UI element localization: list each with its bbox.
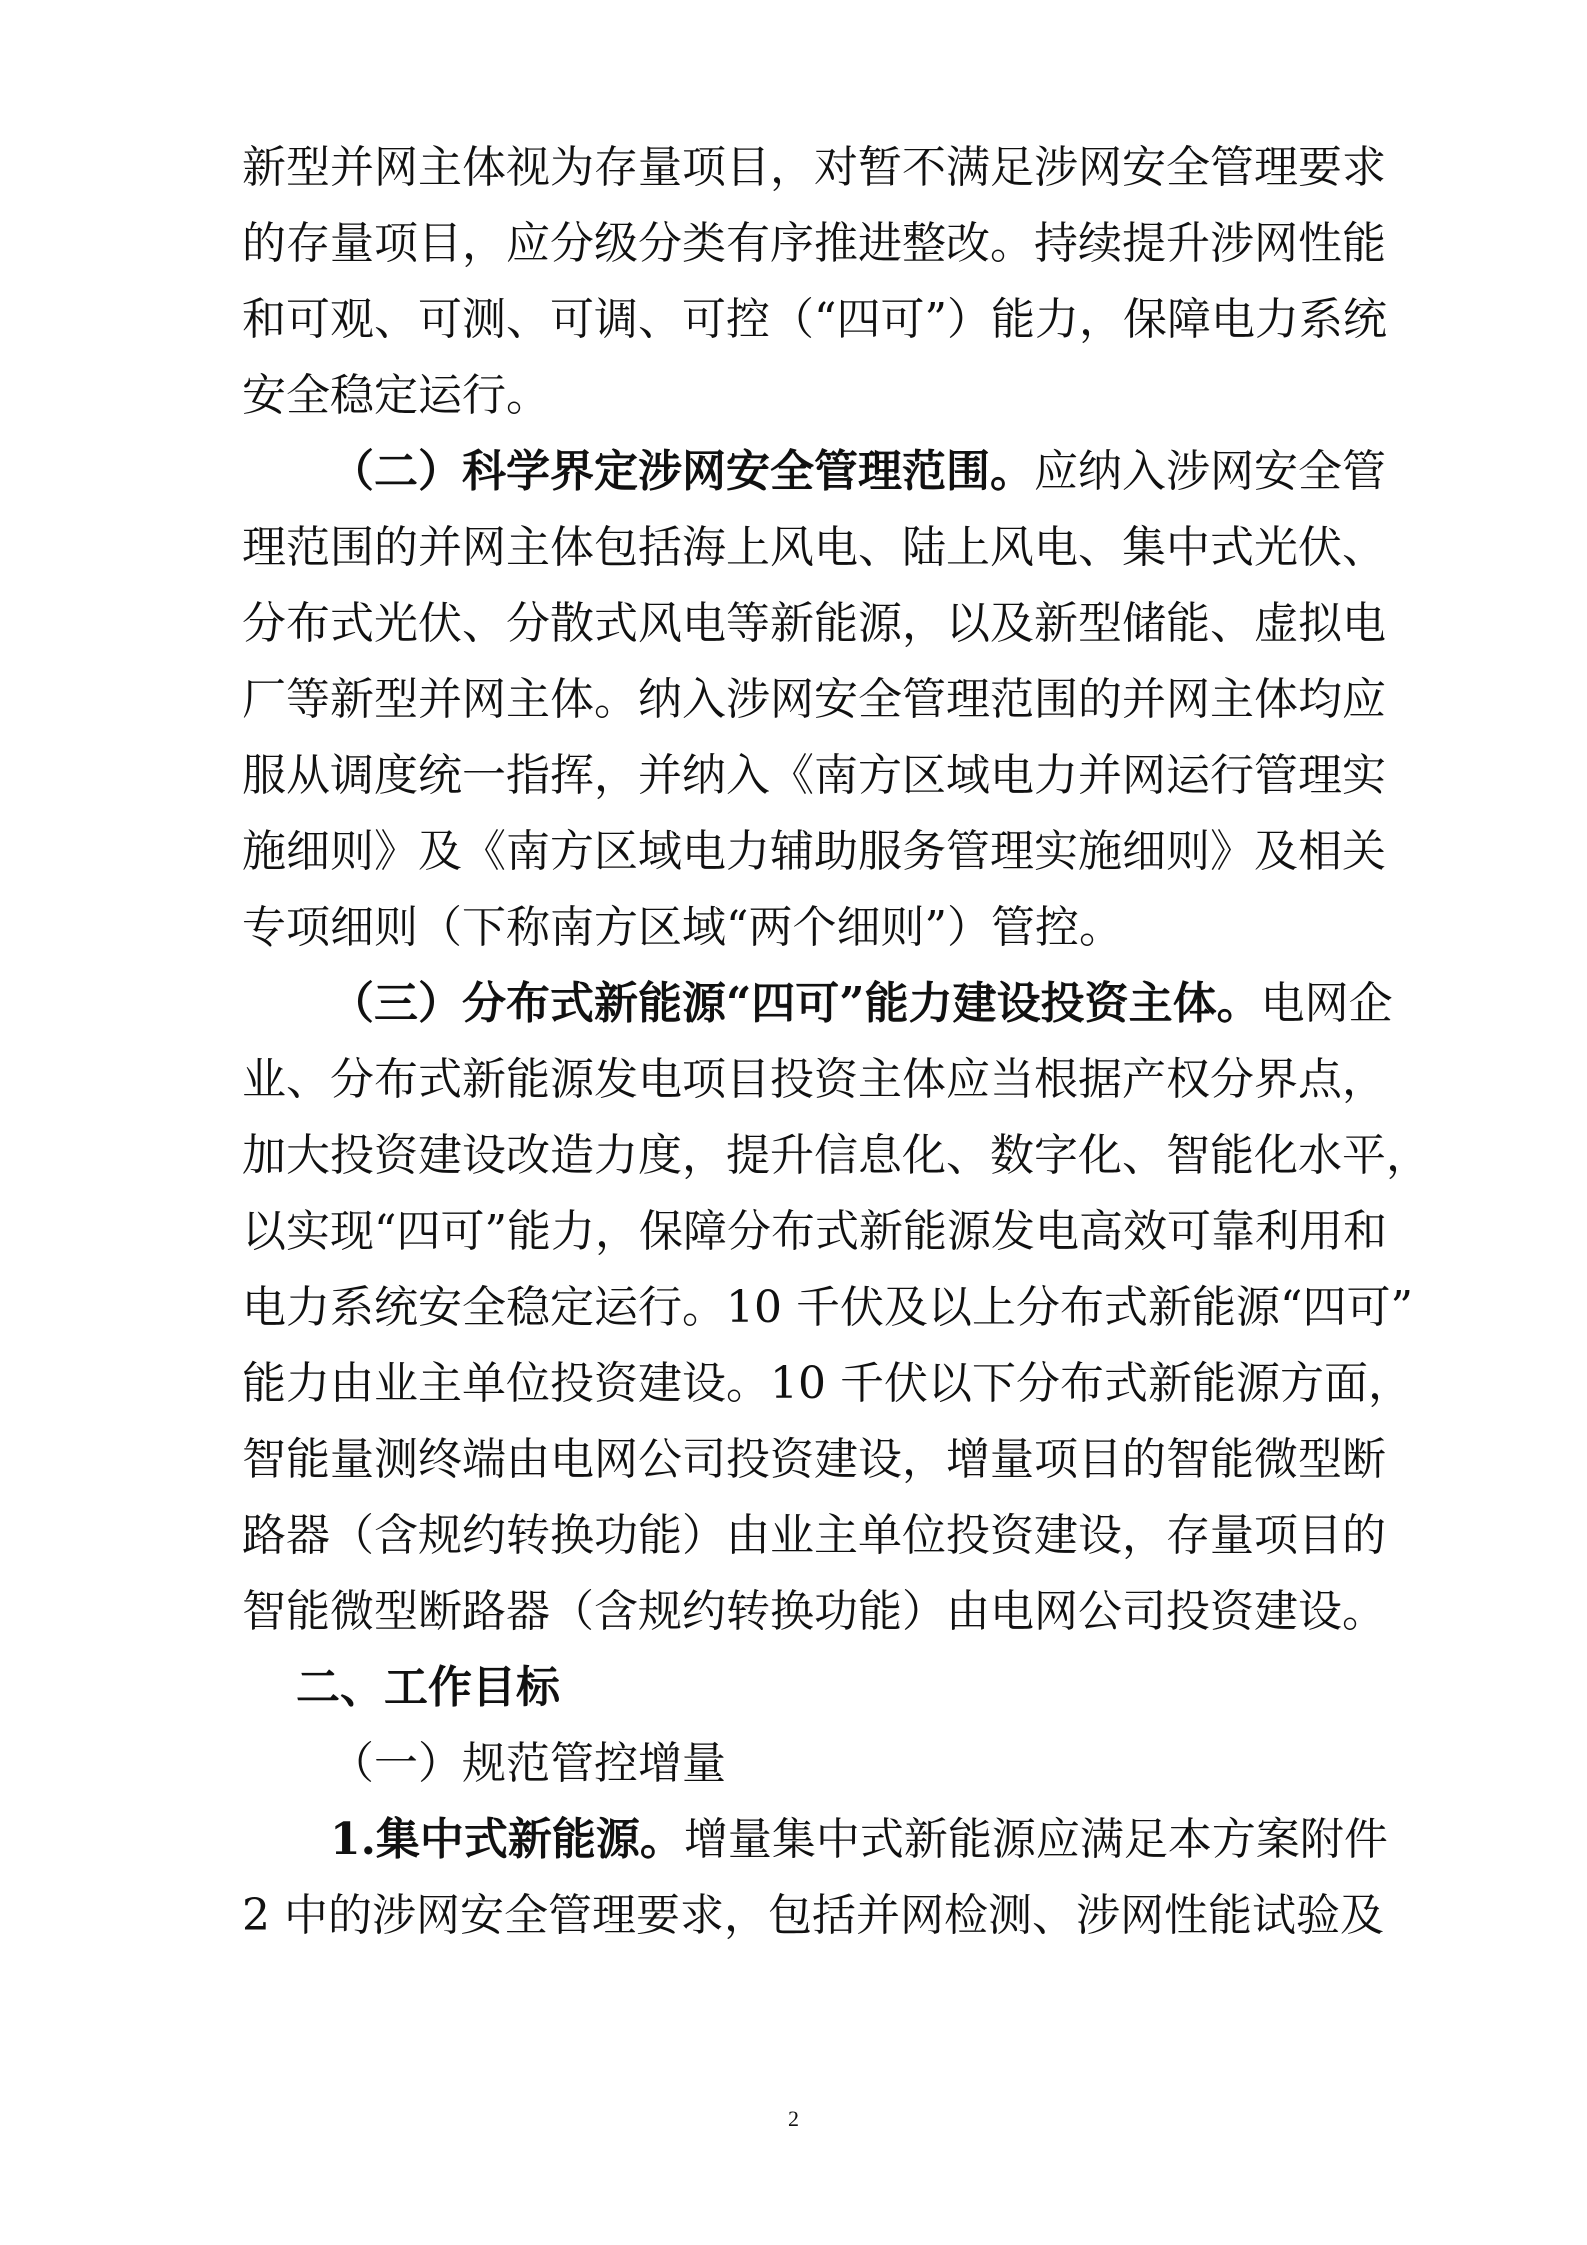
body-line: 2 中的涉网安全管理要求，包括并网检测、涉网性能试验及 xyxy=(242,1890,1384,1941)
section-heading-level2: （一）规范管控增量 xyxy=(330,1738,726,1789)
section-3-first-line xyxy=(330,972,1393,1036)
body-line: 能力由业主单位投资建设。10 千伏以下分布式新能源方面， xyxy=(242,1358,1412,1409)
body-line: 以实现“四可”能力，保障分布式新能源发电高效可靠利用和 xyxy=(242,1206,1387,1257)
body-line: 施细则》及《南方区域电力辅助服务管理实施细则》及相关 xyxy=(242,826,1386,877)
body-line: 新型并网主体视为存量项目，对暂不满足涉网安全管理要求 xyxy=(242,142,1386,193)
body-line: 智能量测终端由电网公司投资建设，增量项目的智能微型断 xyxy=(242,1434,1386,1485)
section-2-text: 应纳入涉网安全管 xyxy=(1034,446,1386,497)
body-line: 安全稳定运行。 xyxy=(242,370,550,421)
section-3-text: 电网企 xyxy=(1260,978,1393,1029)
section-2-heading: （二）科学界定涉网安全管理范围。 xyxy=(330,446,1034,497)
section-3-heading: （三）分布式新能源“四可”能力建设投资主体。 xyxy=(330,978,1261,1029)
section-2-first-line xyxy=(330,440,1386,504)
item-1-heading: 1.集中式新能源。 xyxy=(330,1814,684,1865)
body-line: 电力系统安全稳定运行。10 千伏及以上分布式新能源“四可” xyxy=(242,1282,1413,1333)
body-line: 业、分布式新能源发电项目投资主体应当根据产权分界点， xyxy=(242,1054,1386,1105)
body-line: 理范围的并网主体包括海上风电、陆上风电、集中式光伏、 xyxy=(242,522,1386,573)
body-line: 加大投资建设改造力度，提升信息化、数字化、智能化水平， xyxy=(242,1130,1430,1181)
page-number: 2 xyxy=(788,2106,799,2131)
body-line: 厂等新型并网主体。纳入涉网安全管理范围的并网主体均应 xyxy=(242,674,1386,725)
body-line: 路器（含规约转换功能）由业主单位投资建设，存量项目的 xyxy=(242,1510,1386,1561)
item-1-first-line xyxy=(330,1808,1388,1872)
item-1-text: 增量集中式新能源应满足本方案附件 xyxy=(683,1814,1388,1865)
body-line: 的存量项目，应分级分类有序推进整改。持续提升涉网性能 xyxy=(242,218,1386,269)
body-line: 专项细则（下称南方区域“两个细则”）管控。 xyxy=(242,902,1123,953)
body-line: 智能微型断路器（含规约转换功能）由电网公司投资建设。 xyxy=(242,1586,1386,1637)
body-line: 和可观、可测、可调、可控（“四可”）能力，保障电力系统 xyxy=(242,294,1387,345)
section-heading-level1: 二、工作目标 xyxy=(296,1662,560,1713)
body-line: 分布式光伏、分散式风电等新能源，以及新型储能、虚拟电 xyxy=(242,598,1386,649)
body-line: 服从调度统一指挥，并纳入《南方区域电力并网运行管理实 xyxy=(242,750,1386,801)
